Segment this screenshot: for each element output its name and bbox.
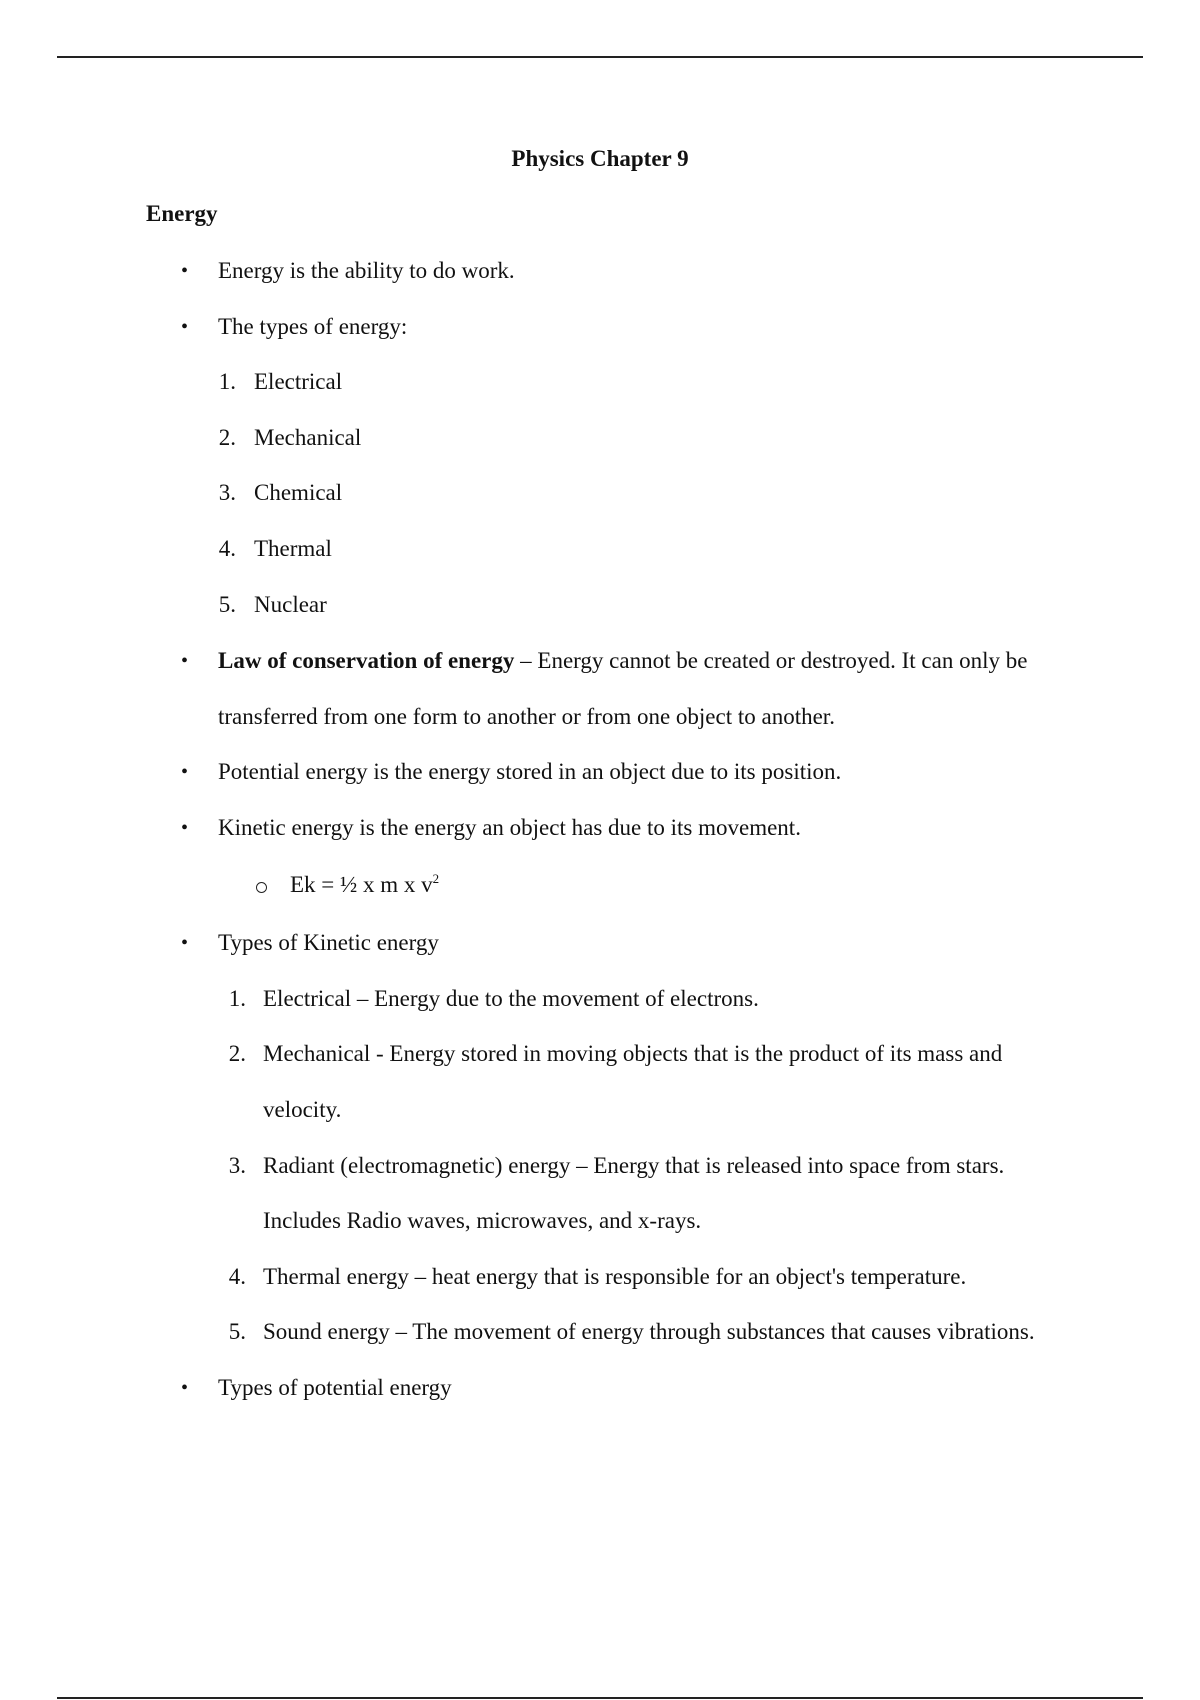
list-item: Mechanical [254, 425, 362, 450]
list-item: The types of energy: [218, 314, 408, 339]
list-item: Energy is the ability to do work. [218, 258, 515, 283]
formula-kinetic-energy [290, 870, 439, 900]
page-title: Physics Chapter 9 [511, 146, 689, 171]
bullet-icon: • [181, 260, 189, 282]
list-item-continuation: Includes Radio waves, microwaves, and x-rays. [263, 1208, 702, 1233]
list-item [218, 646, 1027, 676]
list-number: 5. [228, 1319, 246, 1344]
list-item: Sound energy – The movement of energy through substances that causes vibrations. [263, 1319, 1035, 1344]
list-item: Thermal energy – heat energy that is responsible for an object's temperature. [263, 1264, 967, 1289]
list-number: 4. [218, 536, 236, 561]
list-number: 3. [218, 480, 236, 505]
list-item: Mechanical - Energy stored in moving objects that is the product of its mass and [263, 1041, 1003, 1066]
term-law-of-conservation: Law of conservation of energy [218, 648, 515, 673]
list-item: Types of potential energy [218, 1375, 452, 1400]
list-number: 4. [228, 1264, 246, 1289]
bullet-icon: • [181, 650, 189, 672]
list-item: Electrical – Energy due to the movement of electrons. [263, 986, 759, 1011]
list-item-continuation: velocity. [263, 1097, 342, 1122]
list-item: Types of Kinetic energy [218, 930, 439, 955]
bullet-icon: • [181, 932, 189, 954]
formula-base: Ek = ½ x m x v [290, 872, 433, 897]
list-item: Electrical [254, 369, 343, 394]
list-number: 3. [228, 1153, 246, 1178]
list-item: Thermal [254, 536, 332, 561]
list-number: 2. [218, 425, 236, 450]
top-rule [57, 56, 1143, 58]
bullet-icon: • [181, 817, 189, 839]
bottom-rule [57, 1697, 1143, 1699]
list-number: 1. [228, 986, 246, 1011]
list-item: Nuclear [254, 592, 327, 617]
list-item: Chemical [254, 480, 343, 505]
list-number: 5. [218, 592, 236, 617]
bullet-icon: • [181, 316, 189, 338]
list-item: Kinetic energy is the energy an object has due to its movement. [218, 815, 801, 840]
bullet-icon: • [181, 1377, 189, 1399]
list-number: 1. [218, 369, 236, 394]
list-item: Radiant (electromagnetic) energy – Energy that is released into space from stars. [263, 1153, 1005, 1178]
circle-bullet-icon [256, 882, 267, 893]
section-heading-energy: Energy [146, 201, 218, 226]
formula-exponent: 2 [432, 871, 440, 886]
list-item-continuation: transferred from one form to another or from one object to another. [218, 704, 835, 729]
definition-text: – Energy cannot be created or destroyed. It can only be [514, 648, 1028, 673]
list-number: 2. [228, 1041, 246, 1066]
list-item: Potential energy is the energy stored in an object due to its position. [218, 759, 842, 784]
bullet-icon: • [181, 761, 189, 783]
